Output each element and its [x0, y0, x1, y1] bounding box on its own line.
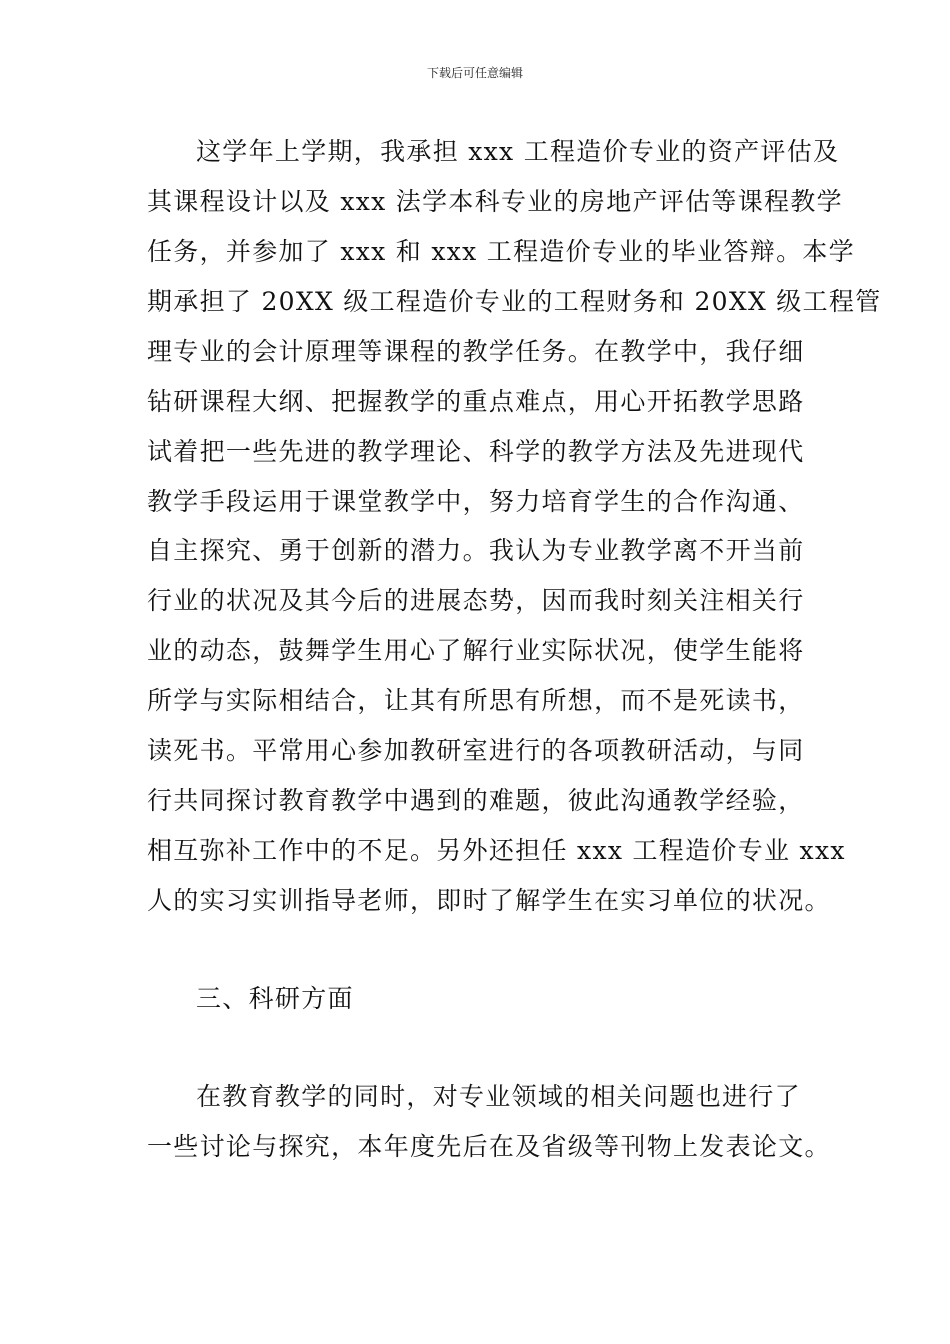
text-line: 钻研课程大纲、把握教学的重点难点，用心开拓教学思路 [147, 387, 805, 416]
text-line: 所学与实际相结合，让其有所思有所想，而不是死读书， [147, 686, 805, 715]
text-line: 行共同探讨教育教学中遇到的难题，彼此沟通教学经验， [147, 786, 805, 815]
text-line: 这学年上学期，我承担 xxx 工程造价专业的资产评估及 [196, 137, 840, 166]
text-line: 读死书。平常用心参加教研室进行的各项教研活动，与同 [147, 736, 805, 765]
text-line: 其课程设计以及 xxx 法学本科专业的房地产评估等课程教学 [147, 187, 843, 216]
text-line: 业的动态，鼓舞学生用心了解行业实际状况，使学生能将 [147, 636, 805, 665]
text-line: 行业的状况及其今后的进展态势，因而我时刻关注相关行 [147, 586, 805, 615]
section-heading: 三、科研方面 [196, 984, 354, 1013]
text-line: 任务，并参加了 xxx 和 xxx 工程造价专业的毕业答辩。本学 [147, 237, 855, 266]
text-line: 期承担了 20XX 级工程造价专业的工程财务和 20XX 级工程管 [147, 287, 882, 316]
text-line: 理专业的会计原理等课程的教学任务。在教学中，我仔细 [147, 337, 805, 366]
text-line: 教学手段运用于课堂教学中，努力培育学生的合作沟通、 [147, 487, 805, 516]
text-line: 相互弥补工作中的不足。另外还担任 xxx 工程造价专业 xxx [147, 836, 846, 865]
text-line: 试着把一些先进的教学理论、科学的教学方法及先进现代 [147, 437, 805, 466]
text-line: 一些讨论与探究，本年度先后在及省级等刊物上发表论文。 [147, 1132, 831, 1161]
text-line: 在教育教学的同时，对专业领域的相关问题也进行了 [196, 1082, 801, 1111]
text-line: 人的实习实训指导老师，即时了解学生在实习单位的状况。 [147, 886, 831, 915]
page-header: 下载后可任意编辑 [426, 66, 523, 80]
text-line: 自主探究、勇于创新的潜力。我认为专业教学离不开当前 [147, 536, 805, 565]
